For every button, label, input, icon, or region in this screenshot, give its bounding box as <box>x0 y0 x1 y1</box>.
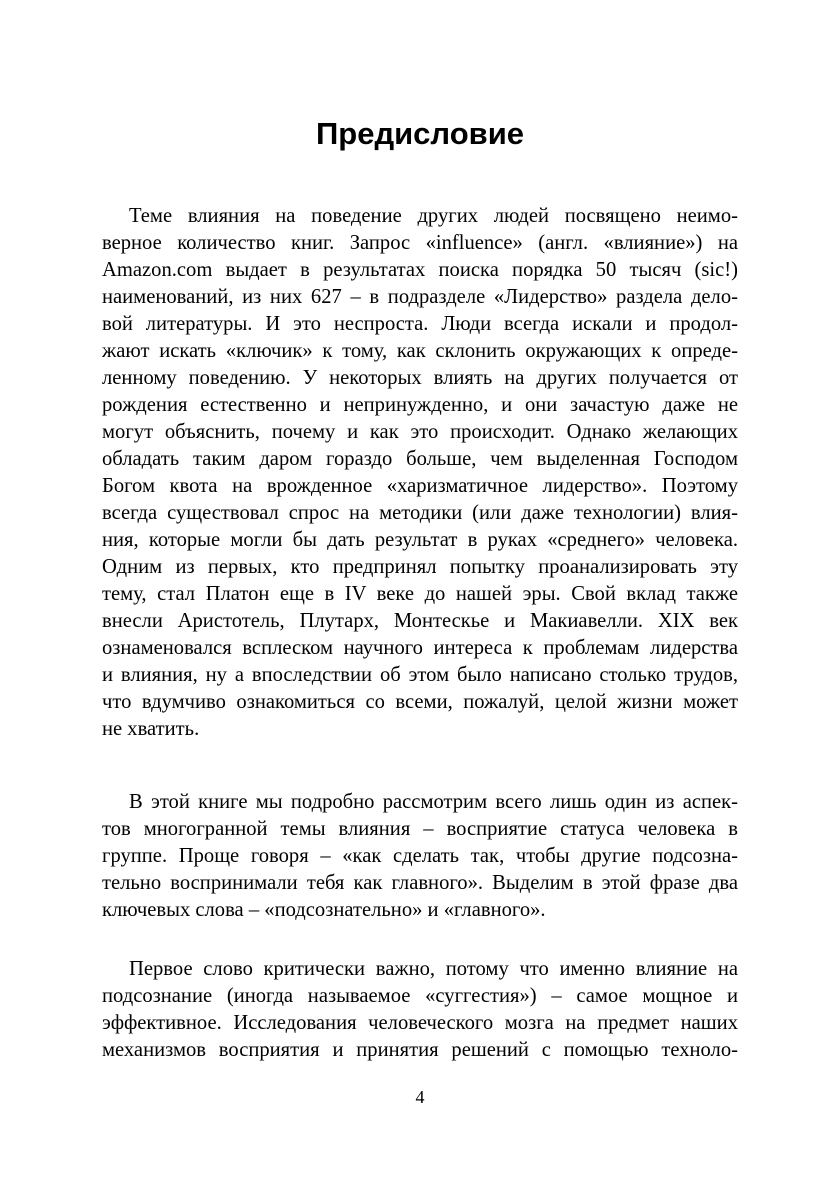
text-line: тельно воспринимали тебя как главного». Выделим в этой фразе два <box>102 872 738 894</box>
text-line: и влияния, ну а впоследствии об этом было написано столько трудов, <box>102 664 738 686</box>
text-line: могут объяснить, почему и как это происходит. Однако желающих <box>102 421 738 443</box>
page-number: 4 <box>415 1087 425 1107</box>
text-line: наименований, из них 627 – в подразделе «Лидерство» раздела дело- <box>102 286 738 308</box>
text-line: вой литературы. И это неспроста. Люди всегда искали и продол- <box>102 313 738 335</box>
text-line: верное количество книг. Запрос «influence» (англ. «влияние») на <box>102 232 738 254</box>
paragraph-1 <box>102 203 738 743</box>
text-line: Первое слово критически важно, потому что именно влияние на <box>129 958 738 980</box>
text-line: тов многогранной темы влияния – восприятие статуса человека в <box>102 818 738 840</box>
text-line: группе. Проще говоря – «как сделать так, чтобы другие подсозна- <box>102 845 738 867</box>
text-line: не хватить. <box>102 718 200 740</box>
text-line: Amazon.com выдает в результатах поиска порядка 50 тысяч (sic!) <box>102 259 738 281</box>
text-line: механизмов восприятия и принятия решений с помощью техноло- <box>102 1039 738 1061</box>
paragraph-2 <box>102 789 738 924</box>
text-line: В этой книге мы подробно рассмотрим всего лишь один из аспек- <box>129 791 738 813</box>
text-line: эффективное. Исследования человеческого мозга на предмет наших <box>102 1012 738 1034</box>
text-line: ключевых слова – «подсознательно» и «главного». <box>102 899 546 921</box>
text-line: ознаменовался всплеском научного интереса к проблемам лидерства <box>102 637 738 659</box>
text-line: Богом квота на врожденное «харизматичное лидерство». Поэтому <box>102 475 738 497</box>
text-line: рождения естественно и непринужденно, и они зачастую даже не <box>102 394 738 416</box>
text-line: Одним из первых, кто предпринял попытку проанализировать эту <box>102 556 738 578</box>
text-line: ленному поведению. У некоторых влиять на других получается от <box>102 367 738 389</box>
text-line: жают искать «ключик» к тому, как склонить окружающих к опреде- <box>102 340 738 362</box>
text-line: тему, стал Платон еще в IV веке до нашей эры. Свой вклад также <box>102 583 738 605</box>
text-line: Теме влияния на поведение других людей посвящено неимо- <box>129 205 738 227</box>
text-line: подсознание (иногда называемое «суггестия») – самое мощное и <box>102 985 738 1007</box>
text-line: что вдумчиво ознакомиться со всеми, пожалуй, целой жизни может <box>102 691 738 713</box>
text-line: внесли Аристотель, Плутарх, Монтескье и Макиавелли. XIX век <box>102 610 738 632</box>
chapter-title: Предисловие <box>315 116 524 151</box>
text-line: обладать таким даром гораздо больше, чем выделенная Господом <box>102 448 738 470</box>
paragraph-3 <box>102 956 738 1064</box>
text-line: всегда существовал спрос на методики (или даже технологии) влия- <box>102 502 738 524</box>
text-line: ния, которые могли бы дать результат в руках «среднего» человека. <box>102 529 738 551</box>
